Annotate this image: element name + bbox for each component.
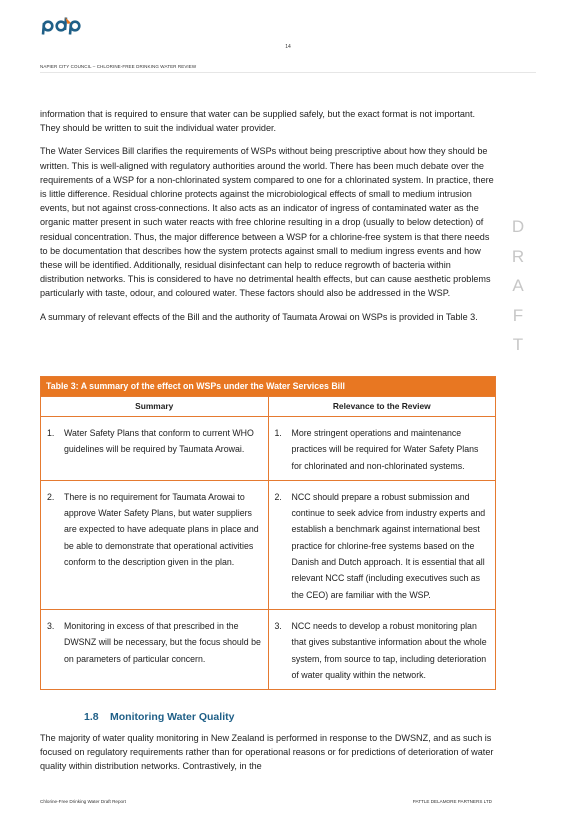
footer-company: PATTLE DELAMORE PARTNERS LTD (412, 799, 492, 804)
watermark-letter: F (512, 305, 524, 325)
summary-table (40, 376, 496, 690)
section-title: Monitoring Water Quality (110, 711, 235, 723)
item-number: 3. (274, 620, 282, 631)
item-number: 2. (47, 491, 55, 502)
table-header (41, 396, 495, 416)
summary-text: There is no requirement for Taumata Arowai to approve Water Safety Plans, but water suppliers are expected to have adequate plans in place and be able to demonstrate that operational activities conform to the description given in the plan. (64, 491, 259, 568)
summary-text: Monitoring in excess of that prescribed in the DWSNZ will be necessary, but the focus should be on parameters of particular concern. (64, 620, 261, 664)
table-title: Table 3: A summary of the effect on WSPs under the Water Services Bill (41, 377, 495, 396)
watermark-letter: D (511, 217, 525, 236)
column-header-relevance: Relevance to the Review (268, 397, 496, 416)
item-number: 1. (47, 428, 55, 438)
footer-report-title: Chlorine-Free Drinking Water Draft Report (40, 799, 126, 804)
paragraph: information that is required to ensure that water can be supplied safely, but the exact format is not important. They should be written to suit the individual water provider. (40, 109, 476, 134)
summary-cell (41, 481, 268, 609)
relevance-cell (268, 610, 496, 689)
section-heading (84, 711, 234, 723)
paragraph: The Water Services Bill clarifies the requirements of WSPs without being prescriptive about how they should be written. This is well-aligned with regulatory authorities around the world. There has been much debate over the requirements of a WSP for a non-chlorinated system compared to one for a chlorinated system. In practice, there is little difference. Residual chlorine protects against the microbiological effects of small to medium intrusion events, but not against cross-connections. It also acts as an indicator of ingress of contaminated water as the organic matter present in such water reacts with free chlorine resulting in a drop (usually to below detection) of residual concentration. Thus, the major difference between a WSP for a chlorine-free system is that there needs to be documentation that describes how the system protects against small to medium ingress events and how these will be identified. Additionally, residual disinfectant can help to reduce regrowth of bacteria within distribution networks. This is considered to have no detrimental health effects, but can cause aesthetic problems particularly with taste, odour, and coloured water. These factors should also be addressed in the WSP. (40, 146, 494, 299)
relevance-cell (268, 417, 496, 480)
item-number: 2. (274, 491, 282, 502)
summary-text: Water Safety Plans that conform to current WHO guidelines will be required by Taumata Arowai. (64, 428, 254, 455)
table-row (41, 609, 495, 689)
page-number: 14 (285, 44, 291, 50)
pdp-logo (40, 16, 84, 36)
body-text (40, 107, 494, 333)
relevance-cell (268, 481, 496, 609)
summary-cell (41, 610, 268, 689)
item-number: 1. (274, 428, 282, 438)
running-header: NAPIER CITY COUNCIL – CHLORINE-FREE DRINKING WATER REVIEW (40, 64, 197, 69)
paragraph: A summary of relevant effects of the Bill and the authority of Taumata Arowai on WSPs is provided in Table 3. (40, 311, 478, 322)
watermark-letter: A (512, 276, 524, 295)
section-body (40, 731, 494, 774)
relevance-text: NCC should prepare a robust submission and continue to seek advice from industry experts and establish a benchmark against international best practice for chlorine-free systems based on the Danish and Dutch approach. It is essential that all relevant NCC staff (including executives such as the CEO) are familiar with the WSP. (291, 491, 486, 600)
watermark-letter: T (512, 335, 524, 354)
table-row (41, 480, 495, 609)
draft-watermark (506, 212, 530, 360)
summary-cell (41, 417, 268, 480)
item-number: 3. (47, 620, 55, 631)
relevance-text: More stringent operations and maintenance practices will be required for Water Safety Plans for chlorinated and non-chlorinated systems. (291, 428, 479, 471)
table-row (41, 416, 495, 480)
watermark-letter: R (511, 246, 525, 266)
header-divider (40, 72, 536, 73)
column-header-summary: Summary (135, 401, 174, 411)
relevance-text: NCC needs to develop a robust monitoring plan that gives substantive information about the whole system, from source to tap, including deterioration of water quality within the network. (291, 620, 487, 680)
section-number: 1.8 (84, 711, 99, 723)
paragraph: The majority of water quality monitoring in New Zealand is performed in response to the DWSNZ, and as such is focused on regulatory requirements rather than for operational reasons or for predictions of deterioration of water quality within distribution networks. Contrastively, in the (40, 733, 494, 772)
